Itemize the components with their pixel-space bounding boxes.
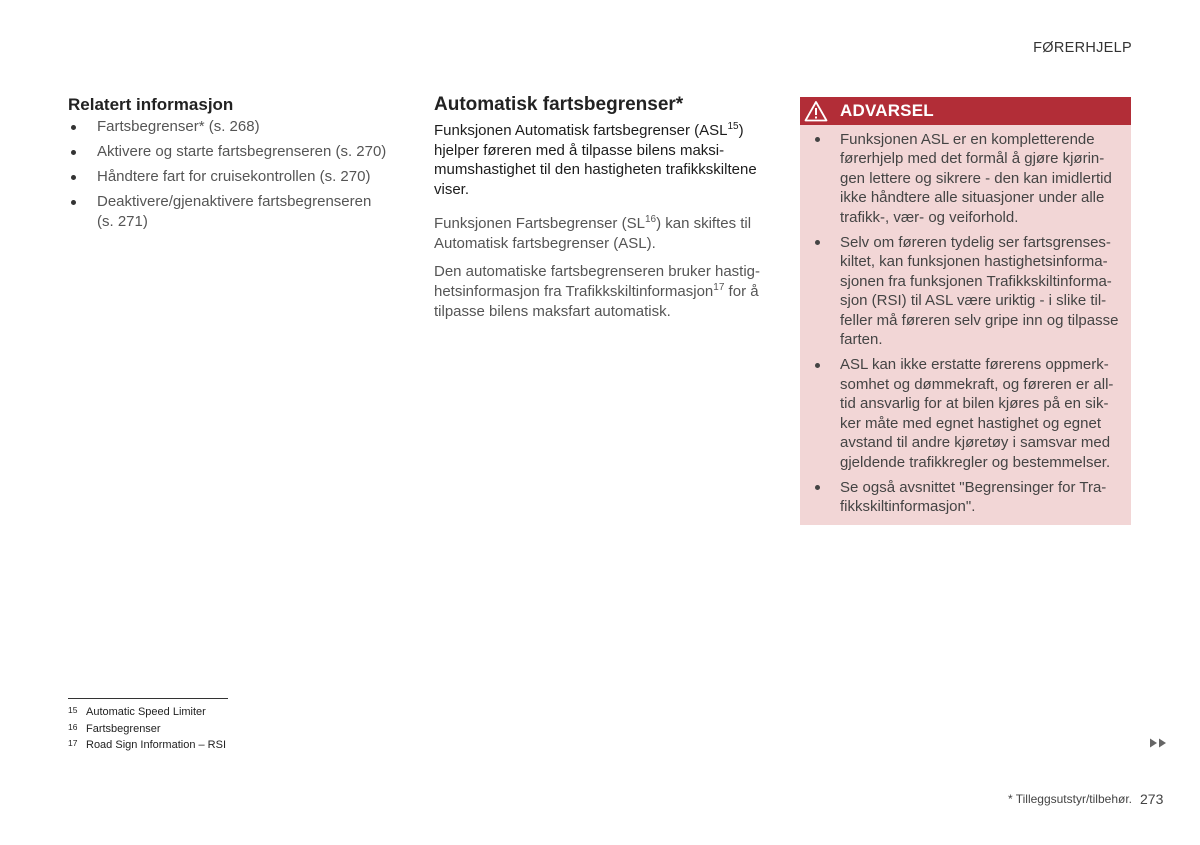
text-line: tilpasse bilens maksfart automatisk.: [434, 303, 671, 320]
text-line: [434, 282, 760, 302]
text-line: Selv om føreren tydelig ser fartsgrenses-: [840, 234, 1111, 252]
text-line: Funksjonen ASL er en kompletterende: [840, 131, 1095, 148]
footnote-text: Automatic Speed Limiter: [86, 706, 206, 718]
text-line: mumshastighet til den hastigheten trafikkskiltene: [434, 161, 757, 179]
text-line: Automatisk fartsbegrenser (ASL).: [434, 234, 656, 252]
text-line: ASL kan ikke erstatte førerens oppmerk-: [840, 356, 1109, 374]
footnotes: [68, 703, 226, 753]
text-line: sjon (RSI) til ASL være uriktig - i slike til-: [840, 292, 1107, 310]
footnote: [68, 736, 226, 753]
related-link[interactable]: [68, 117, 408, 137]
text-line: hjelper føreren med å tilpasse bilens maksi-: [434, 141, 725, 159]
footnote-number: 16: [68, 721, 78, 732]
text-line: avstand til andre kjøretøy i samsvar med: [840, 434, 1111, 452]
text-segment: Funksjonen Fartsbegrenser (SL: [434, 215, 645, 232]
text-line: viser.: [434, 181, 470, 199]
text-line: gen lettere og sikrere - den kan imidlertid: [840, 169, 1112, 187]
text-line: ker måte med egnet hastighet og egnet: [840, 414, 1102, 432]
footnote: [68, 720, 226, 737]
related-link[interactable]: [68, 192, 408, 232]
text-line: gjeldende trafikkregler og bestemmelser.: [840, 453, 1111, 471]
text-segment: ): [738, 122, 744, 139]
related-title: Relatert informasjon: [68, 95, 234, 114]
text-line: Den automatiske fartsbegrenseren bruker hastig-: [434, 263, 761, 280]
text-line: ikke håndtere alle situasjoner under alle: [840, 189, 1105, 207]
article-title: Automatisk fartsbegrenser*: [434, 94, 684, 115]
warning-triangle-icon: [804, 100, 828, 122]
footnote-divider: [68, 698, 228, 699]
footnote-number: 15: [68, 705, 78, 715]
page-number: 273: [1140, 791, 1164, 807]
text-line: tid ansvarlig for at bilen kjøres på en sik-: [840, 395, 1109, 413]
warning-item: [800, 233, 1131, 349]
footnote-ref: 15: [727, 121, 739, 132]
warning-item: [800, 478, 1131, 517]
related-info: [68, 95, 408, 237]
body-paragraph: [434, 214, 751, 253]
footnote-text: Fartsbegrenser: [86, 722, 161, 735]
text-line: farten.: [840, 331, 883, 349]
related-link[interactable]: [68, 167, 408, 187]
bullet-icon: [71, 175, 76, 180]
footnote: [68, 703, 226, 720]
bullet-icon: [71, 200, 76, 205]
text-segment: Funksjonen Automatisk fartsbegrenser (ASL: [434, 122, 728, 139]
text-line: [434, 214, 751, 234]
text-line: sjonen fra funksjonen Trafikkskiltinforma-: [840, 272, 1112, 290]
text-line: førerhjelp med det formål å gjøre kjørin-: [840, 150, 1105, 168]
text-segment: hetsinformasjon fra Trafikkskiltinformasjon: [434, 283, 714, 300]
footnote-ref: 16: [644, 214, 657, 225]
bullet-icon: [815, 240, 820, 245]
body-paragraph: [434, 262, 760, 322]
warning-list: [800, 125, 1131, 517]
bullet-icon: [815, 485, 820, 490]
text-line: [434, 121, 757, 141]
continue-arrows-icon: [1150, 738, 1167, 748]
text-segment: for å: [724, 283, 759, 300]
warning-item: [800, 355, 1131, 471]
warning-box: [800, 97, 1131, 525]
intro-paragraph: [434, 121, 757, 200]
text-line: kiltet, kan funksjonen hastighetsinforma-: [840, 253, 1108, 271]
related-list: [68, 117, 408, 232]
warning-header: [800, 97, 1131, 125]
bullet-icon: [71, 150, 76, 155]
text-line: Aktivere og starte fartsbegrenseren (s. 270): [97, 143, 387, 160]
related-link[interactable]: [68, 142, 408, 162]
section-header: FØRERHJELP: [1033, 40, 1132, 56]
text-line: fikkskiltinformasjon".: [840, 498, 976, 516]
text-line: (s. 271): [97, 213, 148, 230]
bullet-icon: [815, 137, 820, 142]
text-line: Se også avsnittet "Begrensinger for Tra-: [840, 478, 1107, 496]
bullet-icon: [815, 363, 820, 368]
footnote-text: Road Sign Information – RSI: [86, 739, 227, 751]
footnote-ref: 17: [713, 282, 725, 293]
text-line: trafikk-, vær- og veiforhold.: [840, 208, 1019, 226]
text-line: Håndtere fart for cruisekontrollen (s. 270): [97, 168, 371, 185]
optional-equipment-note: * Tilleggsutstyr/tilbehør.: [1007, 792, 1132, 806]
warning-item: [800, 130, 1131, 227]
text-line: somhet og dømmekraft, og føreren er all-: [840, 375, 1114, 393]
text-line: Deaktivere/gjenaktivere fartsbegrenseren: [97, 193, 372, 210]
warning-title: ADVARSEL: [840, 101, 934, 120]
text-line: Fartsbegrenser* (s. 268): [97, 118, 260, 135]
bullet-icon: [71, 125, 76, 130]
text-segment: ) kan skiftes til: [656, 215, 752, 232]
footnote-number: 17: [68, 738, 78, 748]
text-line: feller må føreren selv gripe inn og tilpasse: [840, 311, 1119, 329]
